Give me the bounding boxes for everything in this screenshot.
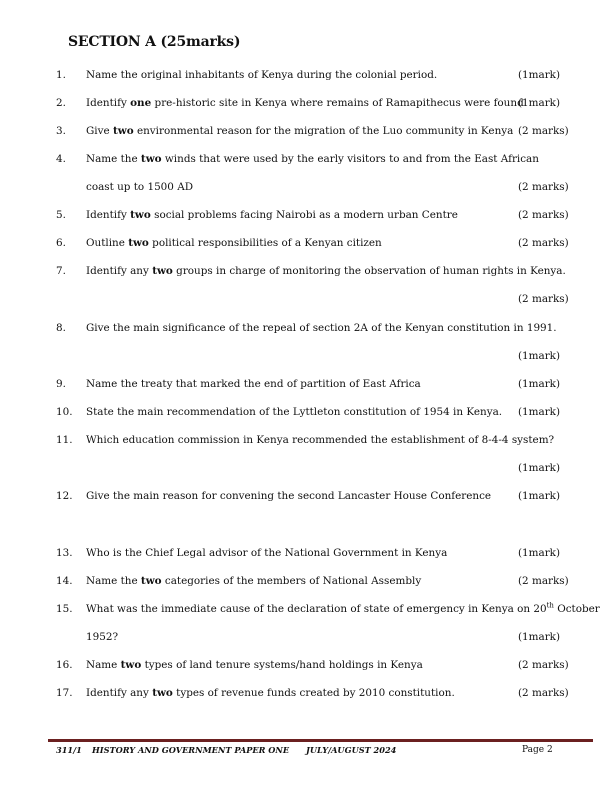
question-text: Give the main reason for convening the second Lancaster House Conference	[86, 490, 492, 502]
question-4	[0, 150, 612, 168]
question-1	[0, 66, 612, 84]
question-number: 3.	[56, 125, 66, 137]
footer-divider	[48, 739, 593, 742]
question-11-marks-line	[0, 459, 612, 477]
question-marks: (1mark)	[518, 406, 561, 418]
question-text: Identify any two types of revenue funds created by 2010 constitution.	[86, 687, 455, 699]
question-text: Identify any two groups in charge of monitoring the observation of human rights in Kenya.	[86, 265, 566, 277]
question-number: 2.	[56, 97, 66, 109]
question-7-marks-line	[0, 290, 612, 308]
question-number: 8.	[56, 322, 66, 334]
question-marks: (2 marks)	[518, 293, 569, 305]
question-marks: (1mark)	[518, 631, 561, 643]
question-number: 11.	[56, 434, 73, 446]
question-8	[0, 319, 612, 337]
question-marks: (1mark)	[518, 69, 561, 81]
question-marks: (1mark)	[518, 97, 561, 109]
question-text: Name the two winds that were used by the early visitors to and from the East African	[86, 153, 539, 165]
question-text: Give two environmental reason for the migration of the Luo community in Kenya	[86, 125, 514, 137]
question-text: Name two types of land tenure systems/hand holdings in Kenya	[86, 659, 423, 671]
question-6	[0, 234, 612, 252]
question-11	[0, 431, 612, 449]
question-marks: (2 marks)	[518, 687, 569, 699]
question-marks: (2 marks)	[518, 575, 569, 587]
question-number: 14.	[56, 575, 73, 587]
question-10	[0, 403, 612, 421]
question-13	[0, 544, 612, 562]
question-marks: (1mark)	[518, 378, 561, 390]
footer-paper-title: HISTORY AND GOVERNMENT PAPER ONE	[92, 745, 290, 755]
question-14	[0, 572, 612, 590]
question-3	[0, 122, 612, 140]
question-text: Name the original inhabitants of Kenya during the colonial period.	[86, 69, 438, 81]
question-number: 1.	[56, 69, 66, 81]
question-text: Outline two political responsibilities of a Kenyan citizen	[86, 237, 382, 249]
question-9	[0, 375, 612, 393]
question-number: 5.	[56, 209, 66, 221]
question-15-continued	[0, 628, 612, 646]
question-text: Which education commission in Kenya recommended the establishment of 8-4-4 system?	[86, 434, 555, 446]
footer-exam-date: JULY/AUGUST 2024	[306, 745, 397, 755]
question-number: 10.	[56, 406, 73, 418]
question-marks: (2 marks)	[518, 237, 569, 249]
question-text: State the main recommendation of the Lyttleton constitution of 1954 in Kenya.	[86, 406, 503, 418]
question-16	[0, 656, 612, 674]
question-text: Identify one pre-historic site in Kenya where remains of Ramapithecus were found	[86, 97, 524, 109]
question-marks: (1mark)	[518, 490, 561, 502]
footer-page-number: Page 2	[522, 745, 553, 755]
question-17	[0, 684, 612, 702]
question-marks: (2 marks)	[518, 125, 569, 137]
question-marks: (2 marks)	[518, 659, 569, 671]
question-number: 17.	[56, 687, 73, 699]
question-number: 7.	[56, 265, 66, 277]
question-number: 6.	[56, 237, 66, 249]
question-8-marks-line	[0, 347, 612, 365]
question-2	[0, 94, 612, 112]
question-text: Who is the Chief Legal advisor of the National Government in Kenya	[86, 547, 448, 559]
question-text: What was the immediate cause of the declaration of state of emergency in Kenya on 20th October	[86, 601, 600, 615]
question-text-continued: coast up to 1500 AD	[86, 181, 194, 193]
question-number: 9.	[56, 378, 66, 390]
question-12	[0, 487, 612, 505]
footer-paper-code: 311/1	[56, 745, 82, 755]
question-number: 12.	[56, 490, 73, 502]
question-text: Name the treaty that marked the end of partition of East Africa	[86, 378, 421, 390]
question-15	[0, 600, 612, 618]
question-5	[0, 206, 612, 224]
question-marks: (2 marks)	[518, 209, 569, 221]
question-text: Give the main significance of the repeal of section 2A of the Kenyan constitution in 1991.	[86, 322, 557, 334]
question-number: 13.	[56, 547, 73, 559]
question-text: Identify two social problems facing Nairobi as a modern urban Centre	[86, 209, 458, 221]
question-text-continued: 1952?	[86, 631, 119, 643]
question-marks: (1mark)	[518, 350, 561, 362]
question-marks: (1mark)	[518, 462, 561, 474]
question-number: 15.	[56, 603, 73, 615]
question-marks: (2 marks)	[518, 181, 569, 193]
section-title: SECTION A (25marks)	[68, 34, 241, 50]
question-text: Name the two categories of the members of National Assembly	[86, 575, 422, 587]
question-marks: (1mark)	[518, 547, 561, 559]
question-number: 16.	[56, 659, 73, 671]
question-7	[0, 262, 612, 280]
question-number: 4.	[56, 153, 66, 165]
question-4-continued	[0, 178, 612, 196]
